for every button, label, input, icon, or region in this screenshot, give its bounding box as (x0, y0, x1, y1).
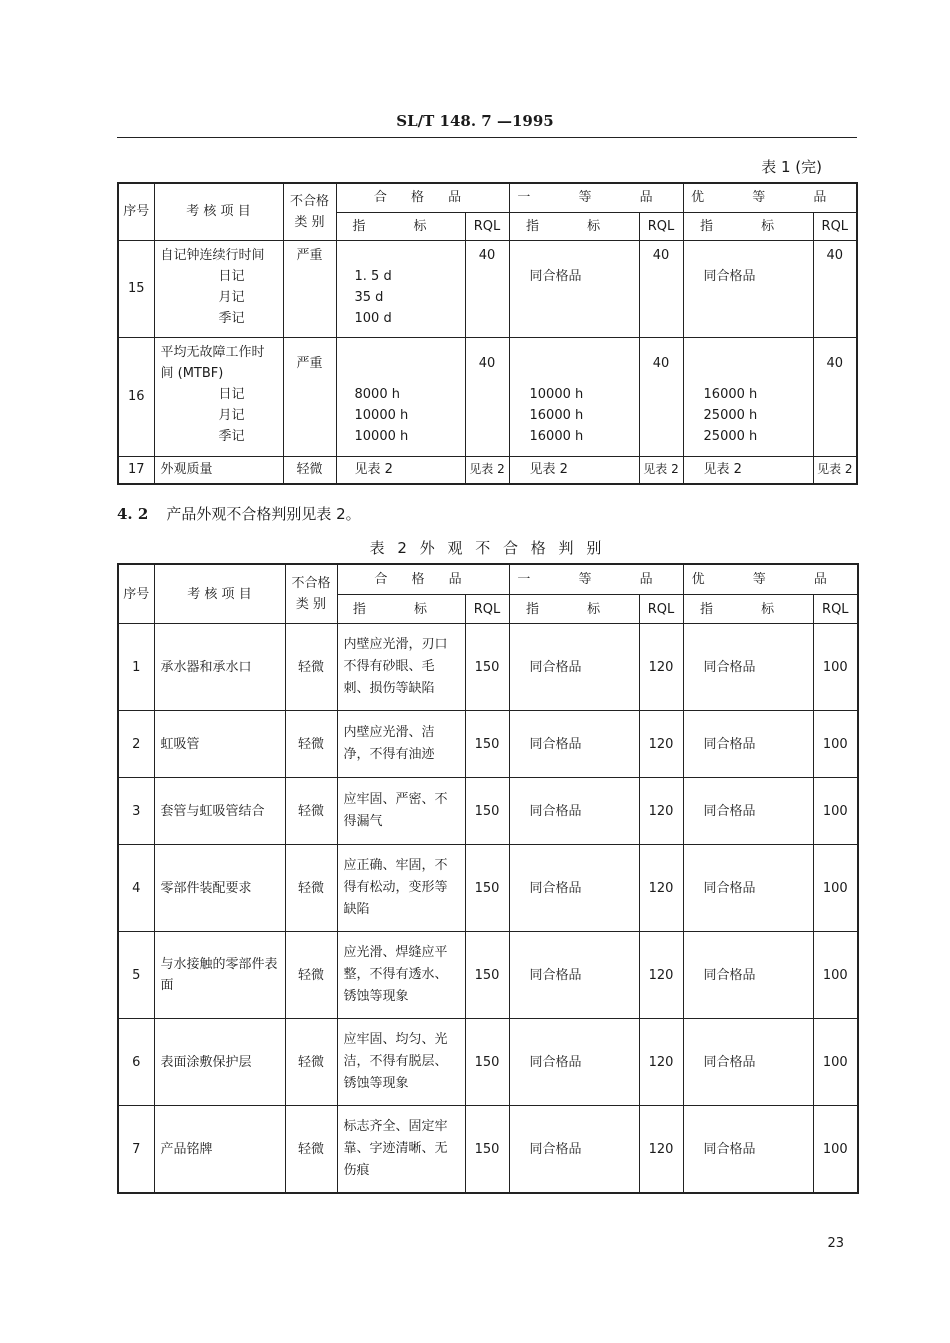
row-excellent-rql: 100 (813, 845, 858, 932)
row-excellent-indicator: 见表 2 (683, 456, 813, 484)
row-qualified-rql: 40 (465, 337, 509, 456)
table-row (118, 932, 858, 1019)
row-excellent-indicator: 同合格品 (683, 932, 813, 1019)
row-qualified-desc: 应正确、牢固，不得有松动，变形等缺陷 (337, 845, 465, 932)
value: 10000 h (354, 428, 409, 444)
header-indicator: 指 标 (683, 595, 813, 624)
row-item: 虹吸管 (154, 711, 285, 778)
row-first-rql: 120 (639, 778, 683, 845)
row-excellent-values (683, 337, 813, 456)
row-qualified-values (336, 337, 465, 456)
row-item: 表面涂敷保护层 (154, 1019, 285, 1106)
standard-number: SL/T 148. 7 —1995 (396, 112, 554, 130)
row-first-indicator: 见表 2 (509, 456, 639, 484)
header-item: 考 核 项 目 (154, 183, 283, 240)
row-seq: 1 (118, 624, 154, 711)
row-item: 产品铭牌 (154, 1106, 285, 1194)
row-excellent-indicator: 同合格品 (683, 1019, 813, 1106)
value: 25000 h (703, 407, 758, 423)
row-seq: 4 (118, 845, 154, 932)
row-first-rql: 40 (639, 337, 683, 456)
header-seq: 序号 (118, 183, 154, 240)
row-first-indicator: 同合格品 (509, 778, 639, 845)
row-category: 严重 (283, 240, 336, 337)
row-seq: 5 (118, 932, 154, 1019)
header-indicator: 指 标 (509, 595, 639, 624)
row-item: 与水接触的零部件表面 (154, 932, 285, 1019)
header-rql: RQL (465, 212, 509, 240)
row-category: 轻微 (285, 778, 337, 845)
table-row (118, 240, 857, 337)
row-qualified-desc: 应牢固、严密、不得漏气 (337, 778, 465, 845)
value: 8000 h (354, 386, 400, 402)
item-title: 平均无故障工作时 (160, 344, 265, 360)
header-grade-first: 一 等 品 (509, 564, 683, 595)
row-qualified-rql: 见表 2 (465, 456, 509, 484)
value: 16000 h (703, 386, 758, 402)
row-qualified-desc: 应牢固、均匀、光洁，不得有脱层、锈蚀等现象 (337, 1019, 465, 1106)
header-indicator: 指 标 (509, 212, 639, 240)
row-first-rql: 40 (639, 240, 683, 337)
row-excellent-rql: 100 (813, 932, 858, 1019)
item-sub: 日记 (218, 386, 245, 402)
section-4-2 (117, 503, 361, 524)
row-first-indicator: 同合格品 (509, 1106, 639, 1194)
value: 1. 5 d (354, 268, 392, 284)
header-indicator: 指 标 (336, 212, 465, 240)
table2 (117, 563, 859, 1194)
row-excellent-indicator: 同合格品 (683, 240, 813, 337)
row-item: 外观质量 (154, 456, 283, 484)
item-title: 自记钟连续行时间 (160, 247, 265, 263)
row-qualified-rql: 150 (465, 778, 509, 845)
row-qualified-rql: 150 (465, 711, 509, 778)
row-qualified-desc: 应光滑、焊缝应平整，不得有透水、锈蚀等现象 (337, 932, 465, 1019)
row-excellent-rql: 100 (813, 624, 858, 711)
header-category (283, 183, 336, 240)
row-qualified-rql: 40 (465, 240, 509, 337)
header-rql: RQL (639, 212, 683, 240)
row-category: 轻微 (285, 624, 337, 711)
header-item: 考 核 项 目 (154, 564, 285, 624)
table-row (118, 778, 858, 845)
item-sub: 月记 (218, 289, 245, 305)
row-first-indicator: 同合格品 (509, 711, 639, 778)
row-first-rql: 120 (639, 932, 683, 1019)
item-sub: 季记 (218, 310, 245, 326)
row-excellent-rql: 100 (813, 711, 858, 778)
table-row (118, 1106, 858, 1194)
table-row (118, 845, 858, 932)
row-item (154, 240, 283, 337)
row-category: 轻微 (285, 1106, 337, 1194)
header-category-line1: 不合格 (289, 193, 329, 209)
row-excellent-rql: 40 (813, 337, 857, 456)
header-rql: RQL (639, 595, 683, 624)
row-item (154, 337, 283, 456)
header-rule (117, 137, 857, 138)
row-category: 严重 (283, 337, 336, 456)
header-category: 不合格 类 别 (285, 564, 337, 624)
row-first-indicator: 同合格品 (509, 932, 639, 1019)
row-seq: 2 (118, 711, 154, 778)
row-seq: 15 (118, 240, 154, 337)
table-row (118, 337, 857, 456)
table1-caption: 表 1 (完) (761, 158, 822, 176)
row-seq: 7 (118, 1106, 154, 1194)
row-first-rql: 120 (639, 845, 683, 932)
value: 16000 h (529, 407, 584, 423)
table2-caption: 表 2 外 观 不 合 格 判 别 (369, 539, 606, 557)
row-first-values (509, 337, 639, 456)
row-item: 零部件装配要求 (154, 845, 285, 932)
header-rql: RQL (465, 595, 509, 624)
row-excellent-rql: 100 (813, 1019, 858, 1106)
header-seq: 序号 (118, 564, 154, 624)
value: 25000 h (703, 428, 758, 444)
row-category: 轻微 (285, 1019, 337, 1106)
row-category: 轻微 (285, 845, 337, 932)
header-grade-qualified: 合 格 品 (336, 183, 509, 212)
page-number: 23 (827, 1236, 844, 1251)
section-text: 产品外观不合格判别见表 2。 (166, 505, 361, 523)
row-first-indicator: 同合格品 (509, 240, 639, 337)
row-qualified-rql: 150 (465, 932, 509, 1019)
header-grade-first: 一 等 品 (509, 183, 683, 212)
row-qualified-desc: 标志齐全、固定牢靠、字迹清晰、无伤痕 (337, 1106, 465, 1194)
header-grade-qualified: 合 格 品 (337, 564, 509, 595)
table-row (118, 456, 857, 484)
header-indicator: 指 标 (337, 595, 465, 624)
row-qualified-rql: 150 (465, 845, 509, 932)
row-qualified-rql: 150 (465, 624, 509, 711)
header-grade-excellent: 优 等 品 (683, 564, 858, 595)
row-excellent-indicator: 同合格品 (683, 624, 813, 711)
row-seq: 6 (118, 1019, 154, 1106)
table-row (118, 1019, 858, 1106)
row-category: 轻微 (283, 456, 336, 484)
row-category: 轻微 (285, 711, 337, 778)
table-row (118, 711, 858, 778)
value: 35 d (354, 289, 384, 305)
table-row (118, 624, 858, 711)
header-grade-excellent: 优 等 品 (683, 183, 857, 212)
value: 10000 h (529, 386, 584, 402)
row-excellent-rql: 100 (813, 778, 858, 845)
row-excellent-indicator: 同合格品 (683, 1106, 813, 1194)
row-qualified-desc: 内壁应光滑，刃口不得有砂眼、毛刺、损伤等缺陷 (337, 624, 465, 711)
header-rql: RQL (813, 212, 857, 240)
row-first-rql: 120 (639, 1106, 683, 1194)
table1 (117, 182, 858, 485)
row-qualified-indicator: 见表 2 (336, 456, 465, 484)
row-excellent-rql: 40 (813, 240, 857, 337)
row-excellent-rql: 100 (813, 1106, 858, 1194)
row-seq: 16 (118, 337, 154, 456)
item-title: 间 (MTBF) (160, 365, 224, 381)
row-seq: 3 (118, 778, 154, 845)
row-excellent-indicator: 同合格品 (683, 711, 813, 778)
row-first-indicator: 同合格品 (509, 845, 639, 932)
value: 16000 h (529, 428, 584, 444)
item-sub: 月记 (218, 407, 245, 423)
row-excellent-indicator: 同合格品 (683, 845, 813, 932)
row-first-rql: 120 (639, 711, 683, 778)
row-first-rql: 见表 2 (639, 456, 683, 484)
row-seq: 17 (118, 456, 154, 484)
row-qualified-rql: 150 (465, 1019, 509, 1106)
item-sub: 季记 (218, 428, 245, 444)
value: 10000 h (354, 407, 409, 423)
row-excellent-rql: 见表 2 (813, 456, 857, 484)
row-excellent-indicator: 同合格品 (683, 778, 813, 845)
row-qualified-rql: 150 (465, 1106, 509, 1194)
section-number: 4. 2 (117, 505, 149, 523)
row-category: 轻微 (285, 932, 337, 1019)
row-first-indicator: 同合格品 (509, 624, 639, 711)
value: 100 d (354, 310, 392, 326)
header-rql: RQL (813, 595, 858, 624)
header-category-line2: 类 别 (294, 214, 325, 230)
row-first-rql: 120 (639, 624, 683, 711)
row-first-indicator: 同合格品 (509, 1019, 639, 1106)
row-item: 承水器和承水口 (154, 624, 285, 711)
header-indicator: 指 标 (683, 212, 813, 240)
row-qualified-desc: 内壁应光滑、洁净，不得有油迹 (337, 711, 465, 778)
item-sub: 日记 (218, 268, 245, 284)
row-qualified-values (336, 240, 465, 337)
row-first-rql: 120 (639, 1019, 683, 1106)
row-item: 套管与虹吸管结合 (154, 778, 285, 845)
